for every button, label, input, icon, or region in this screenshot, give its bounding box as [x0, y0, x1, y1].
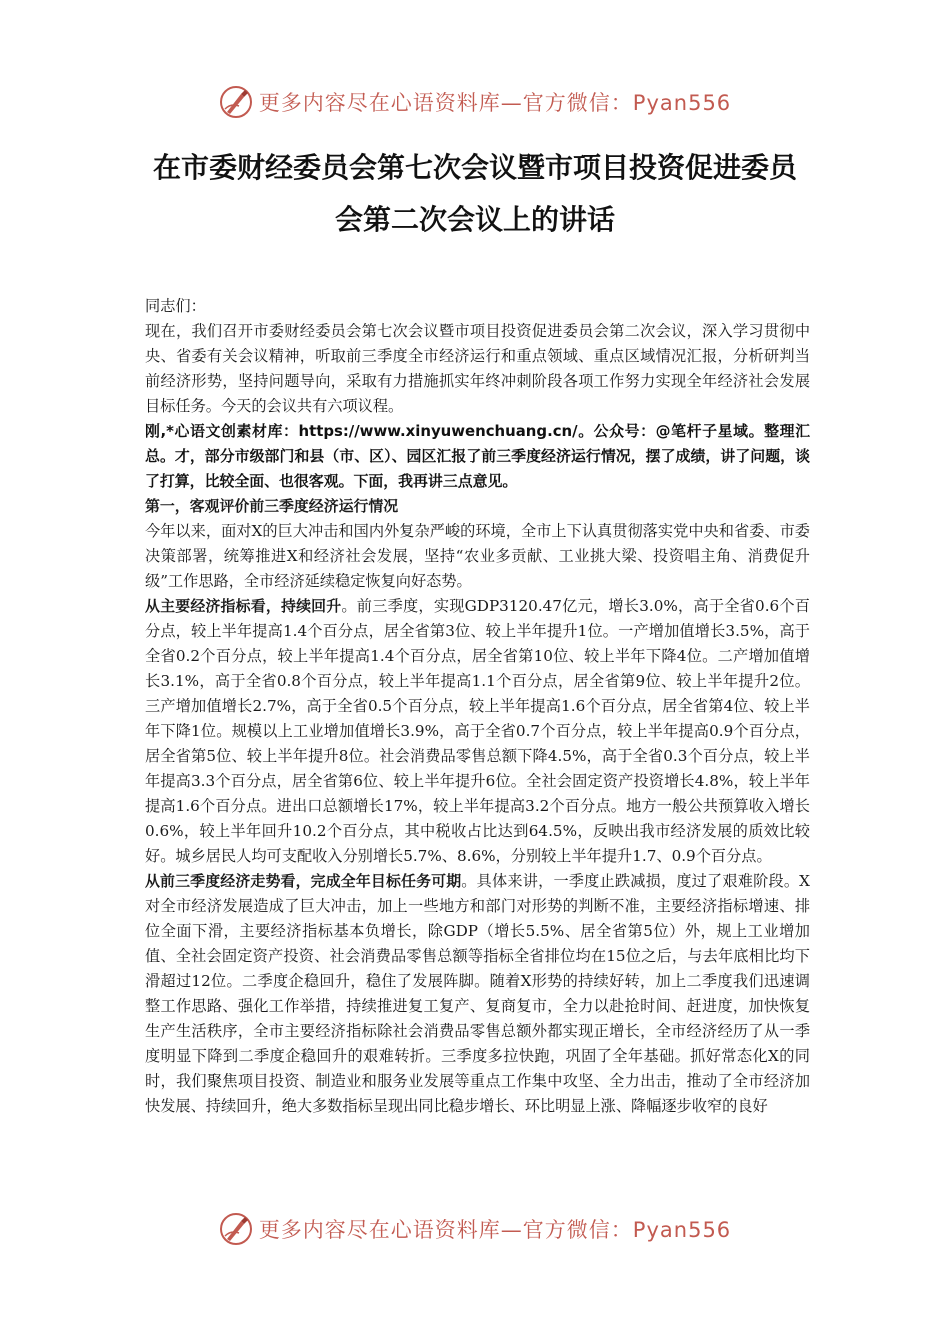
- paragraph-3-body: 。具体来讲，一季度止跌减损，度过了艰难阶段。X对全市经济发展造成了巨大冲击，加上一些地方和部门对形势的判断不准，主要经济指标增速、排位全面下滑，主要经济指标基本负增长，除GDP（增长5.5%、居全省第5位）外，规上工业增加值、全社会固定资产投资、社会消费品零售总额等指标全省排位均在15位之后，与去年底相比均下滑超过12位。二季度企稳回升，稳住了发展阵脚。随着X形势的持续好转，加上二季度我们迅速调整工作思路、强化工作举措，持续推进复工复产、复商复市，全力以赴抢时间、赶进度，加快恢复生产生活秩序，全市主要经济指标除社会消费品零售总额外都实现正增长，全市经济经历了从一季度明显下降到二季度企稳回升的艰难转折。三季度多拉快跑，巩固了全年基础。抓好常态化X的同时，我们聚焦项目投资、制造业和服务业发展等重点工作集中攻坚、全力出击，推动了全市经济加快发展、持续回升，绝大多数指标呈现出同比稳步增长、环比明显上涨、降幅逐步收窄的良好: [145, 872, 810, 1115]
- section-1-paragraph-1: 今年以来，面对X的巨大冲击和国内外复杂严峻的环境，全市上下认真贯彻落实党中央和省委、市委决策部署，统筹推进X和经济社会发展，坚持“农业多贡献、工业挑大梁、投资唱主角、消费促升级”工作思路，全市经济延续稳定恢复向好态势。: [145, 522, 810, 590]
- watermark-banner-bottom: [0, 1209, 950, 1249]
- intro-paragraph: 现在，我们召开市委财经委员会第七次会议暨市项目投资促进委员会第二次会议，深入学习贯彻中央、省委有关会议精神，听取前三季度全市经济运行和重点领域、重点区域情况汇报，分析研判当前经济形势，坚持问题导向，采取有力措施抓实年终冲刺阶段各项工作努力实现全年经济社会发展目标任务。今天的会议共有六项议程。: [145, 322, 810, 415]
- greeting: 同志们：: [145, 297, 206, 315]
- title-line-1: 在市委财经委员会第七次会议暨市项目投资促进委员: [152, 151, 797, 184]
- title-line-2: 会第二次会议上的讲话: [334, 203, 615, 236]
- section-1-paragraph-3: [145, 869, 810, 1119]
- brand-logo-icon: [219, 1212, 253, 1246]
- brand-logo-icon: [219, 85, 253, 119]
- paragraph-2-lead: 从主要经济指标看，持续回升: [145, 597, 342, 615]
- watermark-text: 更多内容尽在心语资料库—官方微信：Pyan556: [258, 91, 732, 115]
- paragraph-2-body: 。前三季度，实现GDP3120.47亿元，增长3.0%，高于全省0.6个百分点，较上半年提高1.4个百分点，居全省第3位、较上半年提升1位。一产增加值增长3.5%，高于全省0.2个百分点，较上半年提高1.4个百分点，居全省第10位、较上半年下降4位。二产增加值增长3.1%，高于全省0.8个百分点，较上半年提高1.1个百分点，居全省第9位、较上半年提升2位。三产增加值增长2.7%，高于全省0.5个百分点，较上半年提高1.6个百分点，居全省第4位、较上半年下降1位。规模以上工业增加值增长3.9%，高于全省0.7个百分点，较上半年提高0.9个百分点，居全省第5位、较上半年提升8位。社会消费品零售总额下降4.5%，高于全省0.3个百分点，较上半年提高3.3个百分点，居全省第6位、较上半年提升6位。全社会固定资产投资增长4.8%，较上半年提高1.6个百分点。进出口总额增长17%，较上半年提高3.2个百分点。地方一般公共预算收入增长0.6%，较上半年回升10.2个百分点，其中税收占比达到64.5%，反映出我市经济发展的质效比较好。城乡居民人均可支配收入分别增长5.7%、8.6%，分别较上半年提升1.7、0.9个百分点。: [145, 597, 810, 865]
- section-1-heading: 第一，客观评价前三季度经济运行情况: [145, 497, 399, 515]
- watermark-banner-top: [0, 82, 950, 122]
- section-1-paragraph-2: [145, 594, 810, 869]
- ad-paragraph: 刚,*心语文创素材库：https://www.xinyuwenchuang.cn/。公众号：@笔杆子星域。整理汇总。才，部分市级部门和县（市、区）、园区汇报了前三季度经济运行情况，摆了成绩，讲了问题，谈了打算，比较全面、也很客观。下面，我再讲三点意见。: [145, 422, 810, 490]
- document-body: [145, 294, 810, 1119]
- watermark-text: 更多内容尽在心语资料库—官方微信：Pyan556: [258, 1218, 732, 1242]
- paragraph-3-lead: 从前三季度经济走势看，完成全年目标任务可期: [145, 872, 462, 890]
- document-title: [100, 142, 850, 246]
